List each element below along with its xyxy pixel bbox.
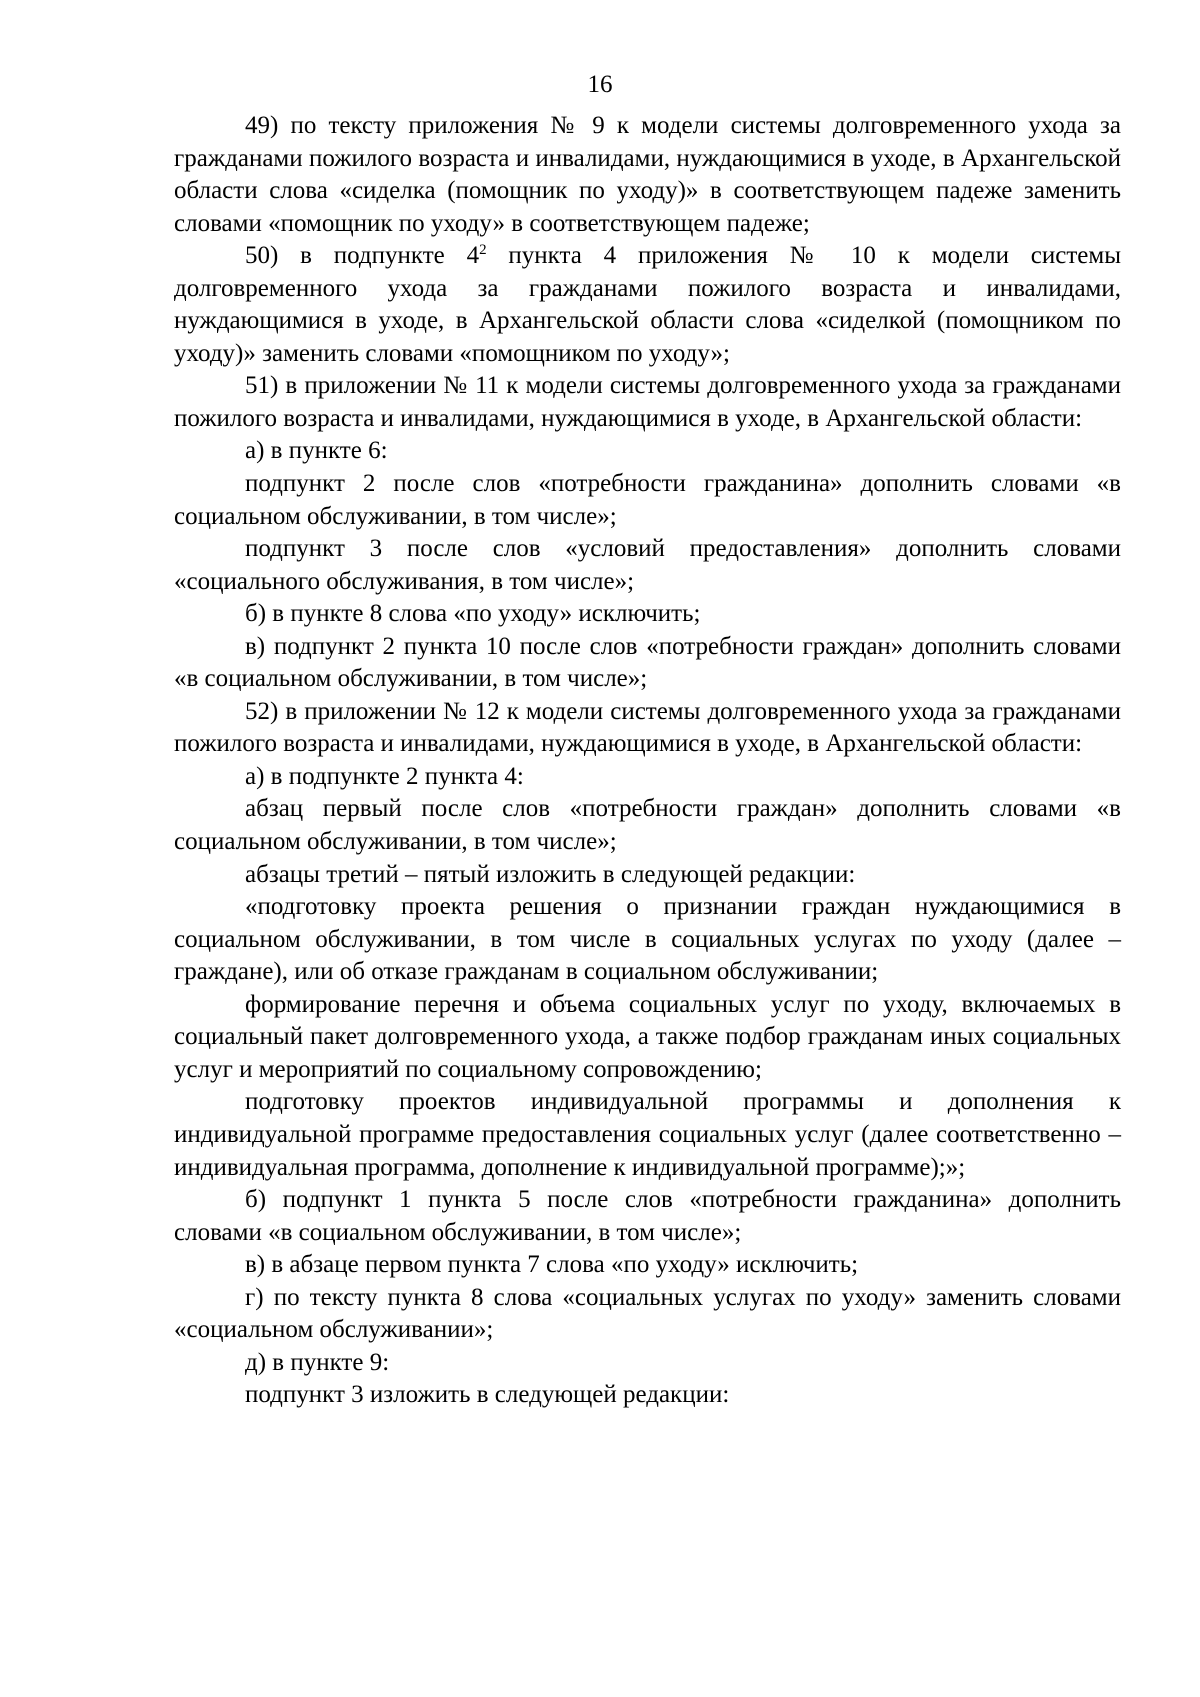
paragraph-50: [174, 240, 1121, 370]
paragraph-52-d: д) в пункте 9:: [245, 1348, 390, 1376]
paragraph-49: 49) по тексту приложения № 9 к модели системы долговременного ухода за гражданами пожилого возраста и инвалидами, нуждающимися в уходе, в Архангельской области слова «сиделка (помощник по уходу)» в соответствующем падеже заменить словами «помощник по уходу» в соответствующем падеже;: [174, 112, 1121, 237]
paragraph-52-b: б) подпункт 1 пункта 5 после слов «потребности гражданина» дополнить словами «в социальном обслуживании, в том числе»;: [174, 1186, 1121, 1246]
paragraph-51-b: б) в пункте 8 слова «по уходу» исключить;: [245, 600, 701, 628]
paragraph-52-d-sub3: подпункт 3 изложить в следующей редакции:: [245, 1381, 730, 1409]
document-body: [174, 110, 1121, 1412]
paragraph-51-a-sub3: подпункт 3 после слов «условий предоставления» дополнить словами «социального обслуживания, в том числе»;: [174, 535, 1121, 595]
paragraph-51-a: а) в пункте 6:: [245, 437, 388, 465]
quoted-paragraph-1: «подготовку проекта решения о признании граждан нуждающимися в социальном обслуживании, в том числе в социальных услугах по уходу (далее – граждане), или об отказе гражданам в социальном обслуживании;: [174, 893, 1121, 986]
paragraph-52: 52) в приложении № 12 к модели системы долговременного ухода за гражданами пожилого возраста и инвалидами, нуждающимися в уходе, в Архангельской области:: [174, 697, 1121, 758]
paragraph-51-a-sub2: подпункт 2 после слов «потребности гражданина» дополнить словами «в социальном обслуживании, в том числе»;: [174, 470, 1121, 530]
paragraph-50-rest: пункта 4 приложения № 10 к модели системы долговременного ухода за гражданами пожилого возраста и инвалидами, нуждающимися в уходе, в Архангельской области слова «сиделкой (помощником по уходу)» заменить словами «помощником по уходу»;: [174, 242, 1121, 367]
quoted-paragraph-2: формирование перечня и объема социальных услуг по уходу, включаемых в социальный пакет долговременного ухода, а также подбор гражданам иных социальных услуг и мероприятий по социальному сопровождению;: [174, 990, 1121, 1083]
paragraph-51-v: в) подпункт 2 пункта 10 после слов «потребности граждан» дополнить словами «в социальном обслуживании, в том числе»;: [174, 632, 1121, 693]
paragraph-52-a: а) в подпункте 2 пункта 4:: [245, 762, 524, 790]
paragraph-52-g: г) по тексту пункта 8 слова «социальных услугах по уходу» заменить словами «социальном обслуживании»;: [174, 1283, 1121, 1344]
paragraph-52-a-third-fifth: абзацы третий – пятый изложить в следующей редакции:: [245, 860, 856, 888]
paragraph-52-a-first: абзац первый после слов «потребности граждан» дополнить словами «в социальном обслуживании, в том числе»;: [174, 795, 1121, 856]
paragraph-50-start: 50) в подпункте 4: [245, 242, 480, 270]
paragraph-51: 51) в приложении № 11 к модели системы долговременного ухода за гражданами пожилого возраста и инвалидами, нуждающимися в уходе, в Архангельской области:: [174, 372, 1121, 432]
page-number: 16: [587, 71, 613, 98]
paragraph-52-v: в) в абзаце первом пункта 7 слова «по уходу» исключить;: [245, 1251, 859, 1279]
quoted-paragraph-3: подготовку проектов индивидуальной программы и дополнения к индивидуальной программе предоставления социальных услуг (далее соответственно – индивидуальная программа, дополнение к индивидуальной программе);»;: [174, 1088, 1121, 1181]
superscript-index: 2: [479, 242, 487, 259]
